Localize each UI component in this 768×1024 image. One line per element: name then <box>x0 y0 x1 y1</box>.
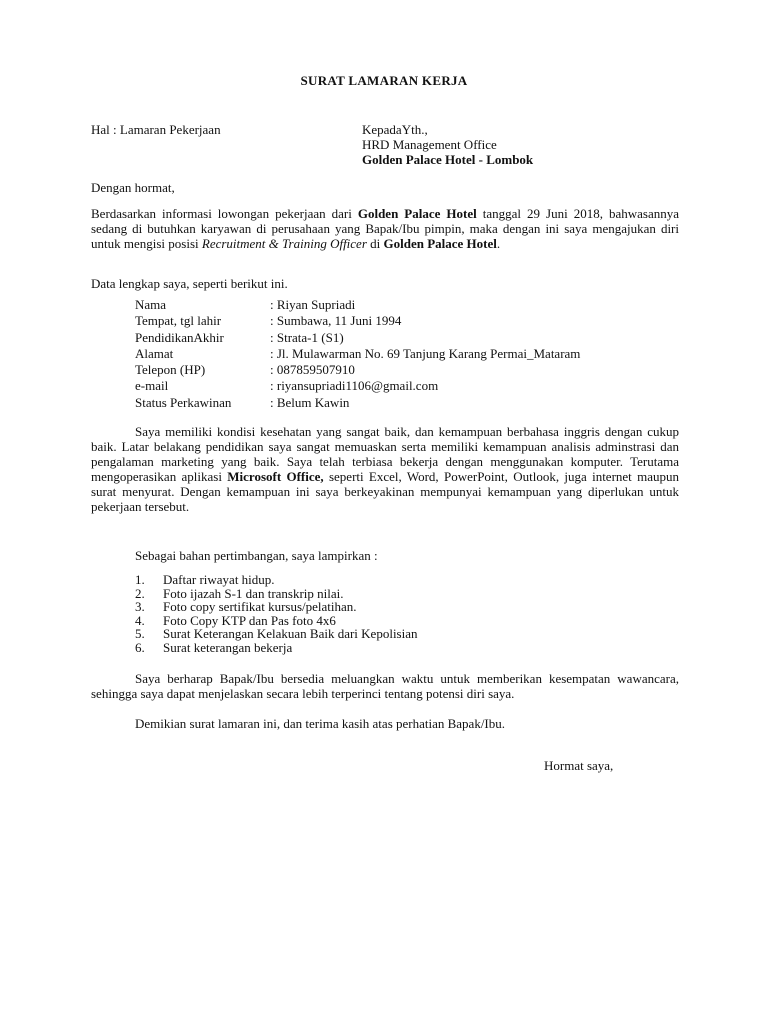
closing-sentence: Demikian surat lamaran ini, dan terima kasih atas perhatian Bapak/Ibu. <box>135 716 506 731</box>
list-item <box>135 600 418 614</box>
recipient-company: Golden Palace Hotel - Lombok <box>362 152 534 167</box>
qualification-paragraph <box>91 424 679 514</box>
text-run: di <box>366 236 384 251</box>
data-label: e-mail <box>135 378 169 394</box>
data-row <box>135 378 580 394</box>
data-value: : Sumbawa, 11 Juni 1994 <box>270 313 402 329</box>
data-value: : Strata-1 (S1) <box>270 329 344 345</box>
attachment-list <box>135 573 418 655</box>
data-label: Alamat <box>135 345 174 361</box>
data-row <box>135 362 580 378</box>
data-label: Tempat, tgl lahir <box>135 313 222 329</box>
data-row <box>135 297 580 313</box>
interview-paragraph: Saya berharap Bapak/Ibu bersedia meluangkan waktu untuk memberikan kesempatan wawancara, sehingga saya dapat menjelaskan secara lebih terperinci tentang potensi diri saya. <box>91 671 679 701</box>
list-text: Foto Copy KTP dan Pas foto 4x6 <box>163 612 336 628</box>
list-item <box>135 614 418 628</box>
text-run: tanggal 29 Juni 2018, bahwasannya sedang di butuhkan karyawan di perusahaan yang Bapak/Ibu pimpin, maka dengan ini saya mengajukan diri untuk mengisi posisi <box>91 206 679 251</box>
data-label: Telepon (HP) <box>135 362 206 378</box>
list-item <box>135 627 418 641</box>
recipient-salutation: KepadaYth., <box>362 122 428 137</box>
recipient-department: HRD Management Office <box>362 137 497 152</box>
data-row <box>135 346 580 362</box>
company-name: Golden Palace Hotel <box>357 206 477 221</box>
recipient-block <box>362 122 533 167</box>
text-run: Saya memiliki kondisi kesehatan yang sangat baik, dan kemampuan berbahasa inggris dengan cukup baik. Latar belakang pendidikan saya sangat memuaskan serta memiliki kemampuan analisis adminstrasi dan pengalaman marketing yang baik. Saya telah terbiasa bekerja dengan menggunakan komputer. Terutama mengoperasikan aplikasi <box>91 424 679 484</box>
list-number: 6. <box>135 639 145 655</box>
list-number: 4. <box>135 612 145 628</box>
letter-title: SURAT LAMARAN KERJA <box>300 73 468 88</box>
greeting: Dengan hormat, <box>91 180 175 195</box>
opening-paragraph <box>91 206 679 251</box>
text-run: Berdasarkan informasi lowongan pekerjaan dari <box>91 206 358 221</box>
list-number: 3. <box>135 599 145 615</box>
list-item <box>135 587 418 601</box>
data-row <box>135 395 580 411</box>
data-intro: Data lengkap saya, seperti berikut ini. <box>91 276 288 291</box>
letter-subject: Hal : Lamaran Pekerjaan <box>91 122 221 137</box>
data-value: : riyansupriadi1106@gmail.com <box>270 378 439 394</box>
data-value: : Riyan Supriadi <box>270 297 356 312</box>
list-item <box>135 573 418 587</box>
list-text: Foto ijazah S-1 dan transkrip nilai. <box>163 585 344 601</box>
text-run: . <box>496 236 501 251</box>
data-label: PendidikanAkhir <box>135 329 224 345</box>
list-text: Daftar riwayat hidup. <box>163 572 275 587</box>
list-number: 1. <box>135 572 145 587</box>
list-item <box>135 641 418 655</box>
data-row <box>135 330 580 346</box>
list-text: Surat keterangan bekerja <box>163 639 293 655</box>
text-run: seperti Excel, Word, PowerPoint, Outlook, juga internet maupun surat menyurat. Dengan kemampuan ini saya berkeyakinan mempunyai kemampuan yang diperlukan untuk pekerjaan tersebut. <box>91 469 679 514</box>
attachment-intro: Sebagai bahan pertimbangan, saya lampirkan : <box>135 548 378 563</box>
list-text: Foto copy sertifikat kursus/pelatihan. <box>163 599 357 615</box>
list-number: 5. <box>135 626 145 642</box>
sign-off: Hormat saya, <box>544 758 614 773</box>
list-text: Surat Keterangan Kelakuan Baik dari Kepolisian <box>163 626 418 642</box>
personal-data-table <box>135 297 580 411</box>
software-name: Microsoft Office, <box>227 469 324 484</box>
position-name: Recruitment & Training Officer <box>201 236 367 251</box>
data-value: : Belum Kawin <box>270 394 350 410</box>
data-row <box>135 313 580 329</box>
data-label: Nama <box>135 297 167 312</box>
data-value: : 087859507910 <box>270 362 355 378</box>
list-number: 2. <box>135 585 145 601</box>
data-label: Status Perkawinan <box>135 394 232 410</box>
company-name: Golden Palace Hotel <box>383 236 497 251</box>
data-value: : Jl. Mulawarman No. 69 Tanjung Karang Permai_Mataram <box>270 345 581 361</box>
